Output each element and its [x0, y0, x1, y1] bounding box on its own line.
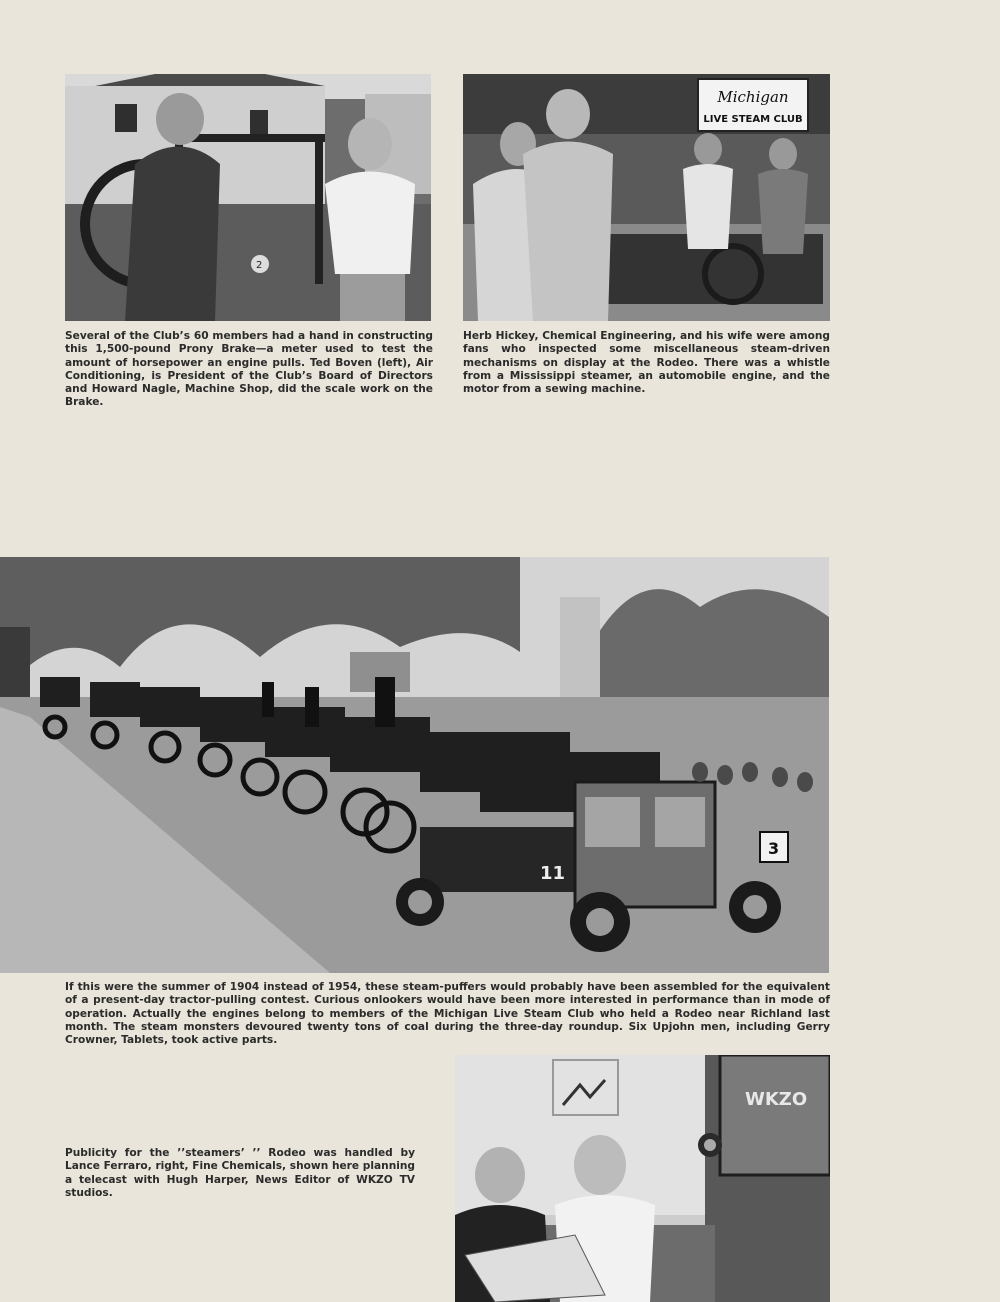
sign-michigan: Michigan — [717, 88, 789, 106]
photo-prony-brake — [65, 74, 431, 321]
photo-telecast-planning — [455, 1055, 830, 1302]
caption-prony-brake: Several of the Club’s 60 members had a hand in constructing this 1,500-pound Prony Brake—a meter used to test the amount of horsepower an engine pulls. Ted Boven (left), Air Conditioning, is President of the Club’s Board of Directors and Howard Nagle, Machine Shop, did the scale work on the Brake. — [65, 330, 433, 409]
photo-steam-rodeo — [0, 557, 829, 973]
scale-number: 2 — [256, 260, 263, 271]
photo-herb-hickey — [463, 74, 830, 321]
caption-herb-hickey: Herb Hickey, Chemical Engineering, and his wife were among fans who inspected some miscellaneous steam-driven mechanisms on display at the Rodeo. There was a whistle from a Mississippi steamer, an automobile engine, and the motor from a sewing machine. — [463, 330, 830, 396]
engine-number-11: 11 — [540, 863, 566, 884]
engine-number-3: 3 — [768, 839, 780, 858]
caption-steam-rodeo: If this were the summer of 1904 instead of 1954, these steam-puffers would probably have been assembled for the equivalent of a present-day tractor-pulling contest. Curious onlookers would have been more interested in performance than in mode of operation. Actually the engines belong to members of the Michigan Live Steam Club who held a Rodeo near Richland last month. The steam monsters devoured twenty tons of coal during the three-day roundup. Six Upjohn men, including Gerry Crowner, Tablets, took active parts. — [65, 981, 830, 1047]
camera-label-wkzo: WKZO — [745, 1089, 808, 1110]
caption-telecast: Publicity for the ’’steamers’ ’’ Rodeo was handled by Lance Ferraro, right, Fine Chemicals, shown here planning a telecast with Hugh Harper, News Editor of WKZO TV studios. — [65, 1147, 415, 1199]
sign-live-steam-club: LIVE STEAM CLUB — [703, 114, 803, 125]
